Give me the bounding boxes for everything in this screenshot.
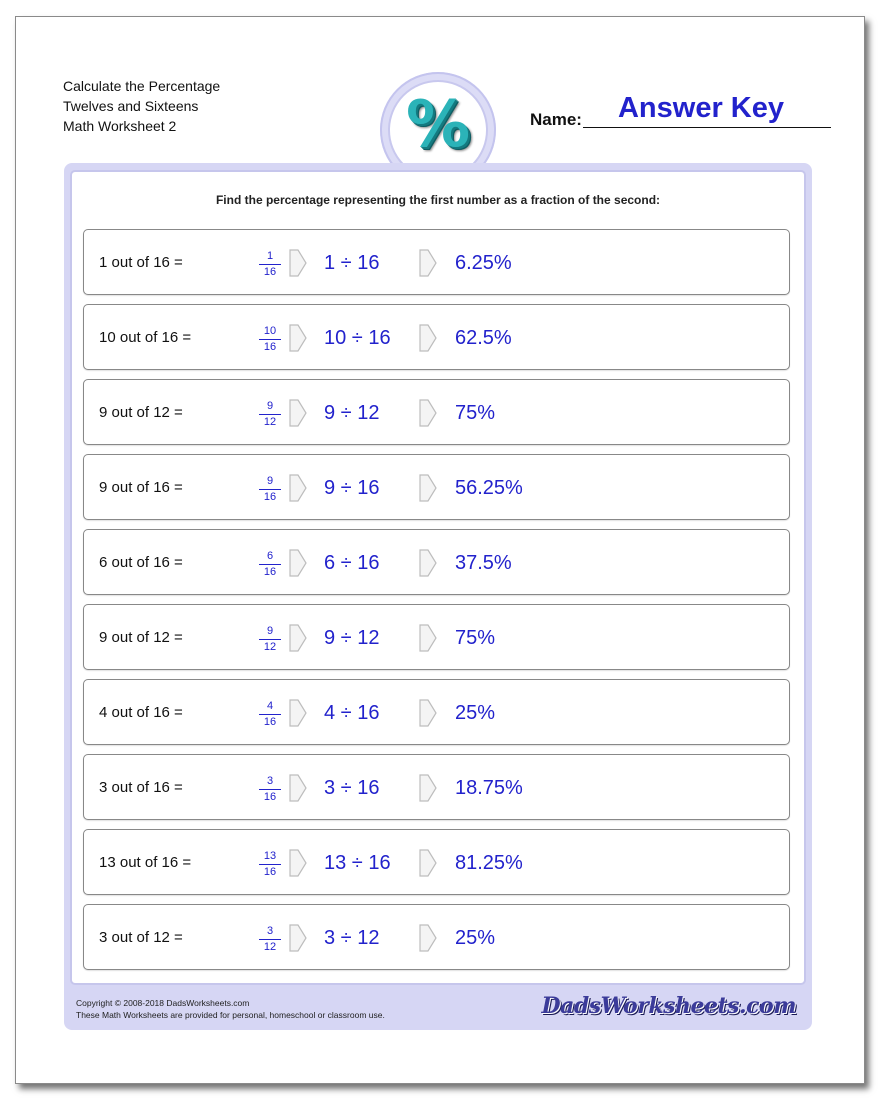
arrow-right-icon bbox=[418, 773, 438, 803]
fraction bbox=[259, 850, 281, 879]
problem-question: 9 out of 12 = bbox=[99, 404, 183, 421]
percentage-answer: 25% bbox=[455, 702, 496, 724]
arrow-right-icon bbox=[288, 323, 308, 353]
fraction bbox=[259, 700, 281, 729]
problem-question: 13 out of 16 = bbox=[99, 854, 192, 871]
fraction-denominator: 16 bbox=[263, 341, 277, 353]
fraction bbox=[259, 400, 281, 429]
percent-icon: % bbox=[405, 88, 471, 162]
title-line-1: Calculate the Percentage bbox=[63, 78, 221, 94]
fraction bbox=[259, 550, 281, 579]
division-expression: 10 ÷ 16 bbox=[324, 327, 391, 349]
worksheet-title bbox=[63, 76, 220, 136]
fraction-numerator: 9 bbox=[259, 475, 281, 490]
arrow-right-icon bbox=[288, 623, 308, 653]
fraction-numerator: 13 bbox=[259, 850, 281, 865]
problem-question: 10 out of 16 = bbox=[99, 329, 192, 346]
division-expression: 6 ÷ 16 bbox=[324, 552, 380, 574]
arrow-right-icon bbox=[418, 548, 438, 578]
fraction-numerator: 4 bbox=[259, 700, 281, 715]
percentage-answer: 56.25% bbox=[455, 477, 523, 499]
arrow-right-icon bbox=[288, 848, 308, 878]
fraction-numerator: 9 bbox=[259, 400, 281, 415]
problem-question: 3 out of 12 = bbox=[99, 929, 183, 946]
problems-frame bbox=[64, 163, 812, 1030]
division-expression: 4 ÷ 16 bbox=[324, 702, 380, 724]
arrow-right-icon bbox=[418, 923, 438, 953]
percentage-answer: 75% bbox=[455, 402, 496, 424]
name-line bbox=[583, 127, 831, 128]
problem-question: 6 out of 16 = bbox=[99, 554, 183, 571]
arrow-right-icon bbox=[418, 698, 438, 728]
instructions: Find the percentage representing the first number as a fraction of the second: bbox=[215, 193, 661, 207]
arrow-right-icon bbox=[288, 398, 308, 428]
arrow-right-icon bbox=[418, 623, 438, 653]
problem-row bbox=[83, 304, 790, 370]
problem-row bbox=[83, 454, 790, 520]
problem-row bbox=[83, 754, 790, 820]
fraction-denominator: 16 bbox=[263, 566, 277, 578]
problem-question: 9 out of 16 = bbox=[99, 479, 183, 496]
fraction-denominator: 12 bbox=[263, 416, 277, 428]
percentage-answer: 62.5% bbox=[455, 327, 512, 349]
division-expression: 3 ÷ 16 bbox=[324, 777, 380, 799]
problem-row bbox=[83, 679, 790, 745]
arrow-right-icon bbox=[288, 773, 308, 803]
fraction-numerator: 6 bbox=[259, 550, 281, 565]
percentage-answer: 18.75% bbox=[455, 777, 523, 799]
division-expression: 9 ÷ 16 bbox=[324, 477, 380, 499]
fraction-numerator: 9 bbox=[259, 625, 281, 640]
arrow-right-icon bbox=[418, 398, 438, 428]
division-expression: 9 ÷ 12 bbox=[324, 402, 380, 424]
percentage-answer: 37.5% bbox=[455, 552, 512, 574]
percentage-answer: 6.25% bbox=[455, 252, 512, 274]
arrow-right-icon bbox=[418, 248, 438, 278]
arrow-right-icon bbox=[288, 923, 308, 953]
fraction-denominator: 12 bbox=[263, 641, 277, 653]
fraction-numerator: 1 bbox=[259, 250, 281, 265]
arrow-right-icon bbox=[288, 473, 308, 503]
arrow-right-icon bbox=[288, 548, 308, 578]
fraction-numerator: 3 bbox=[259, 775, 281, 790]
problem-question: 4 out of 16 = bbox=[99, 704, 183, 721]
title-line-2: Twelves and Sixteens bbox=[63, 98, 199, 114]
problem-row bbox=[83, 379, 790, 445]
answer-key-text: Answer Key bbox=[617, 92, 784, 124]
problem-row bbox=[83, 229, 790, 295]
fraction-denominator: 16 bbox=[263, 491, 277, 503]
fraction-denominator: 16 bbox=[263, 791, 277, 803]
fraction-denominator: 16 bbox=[263, 716, 277, 728]
division-expression: 1 ÷ 16 bbox=[324, 252, 380, 274]
division-expression: 13 ÷ 16 bbox=[324, 852, 391, 874]
fraction-denominator: 16 bbox=[263, 266, 277, 278]
problem-row bbox=[83, 529, 790, 595]
title-line-3: Math Worksheet 2 bbox=[63, 118, 177, 134]
fraction bbox=[259, 325, 281, 354]
division-expression: 9 ÷ 12 bbox=[324, 627, 380, 649]
percentage-answer: 25% bbox=[455, 927, 496, 949]
fraction-denominator: 16 bbox=[263, 866, 277, 878]
problem-row bbox=[83, 829, 790, 895]
copyright-text: Copyright © 2008-2018 DadsWorksheets.com bbox=[76, 998, 250, 1008]
percentage-answer: 81.25% bbox=[455, 852, 523, 874]
fraction bbox=[259, 925, 281, 954]
problem-row bbox=[83, 604, 790, 670]
arrow-right-icon bbox=[288, 698, 308, 728]
fraction-numerator: 3 bbox=[259, 925, 281, 940]
footer-copyright bbox=[76, 997, 385, 1021]
arrow-right-icon bbox=[288, 248, 308, 278]
arrow-right-icon bbox=[418, 473, 438, 503]
fraction-numerator: 10 bbox=[259, 325, 281, 340]
fraction-denominator: 12 bbox=[263, 941, 277, 953]
percentage-answer: 75% bbox=[455, 627, 496, 649]
fraction bbox=[259, 475, 281, 504]
problem-question: 1 out of 16 = bbox=[99, 254, 183, 271]
brand-logo: DadsWorksheets.com bbox=[541, 993, 796, 1019]
fraction bbox=[259, 625, 281, 654]
problem-question: 3 out of 16 = bbox=[99, 779, 183, 796]
usage-notice: These Math Worksheets are provided for personal, homeschool or classroom use. bbox=[76, 1010, 385, 1020]
name-label: Name: bbox=[530, 110, 582, 129]
fraction bbox=[259, 775, 281, 804]
fraction bbox=[259, 250, 281, 279]
arrow-right-icon bbox=[418, 848, 438, 878]
division-expression: 3 ÷ 12 bbox=[324, 927, 380, 949]
problem-row bbox=[83, 904, 790, 970]
arrow-right-icon bbox=[418, 323, 438, 353]
problem-question: 9 out of 12 = bbox=[99, 629, 183, 646]
